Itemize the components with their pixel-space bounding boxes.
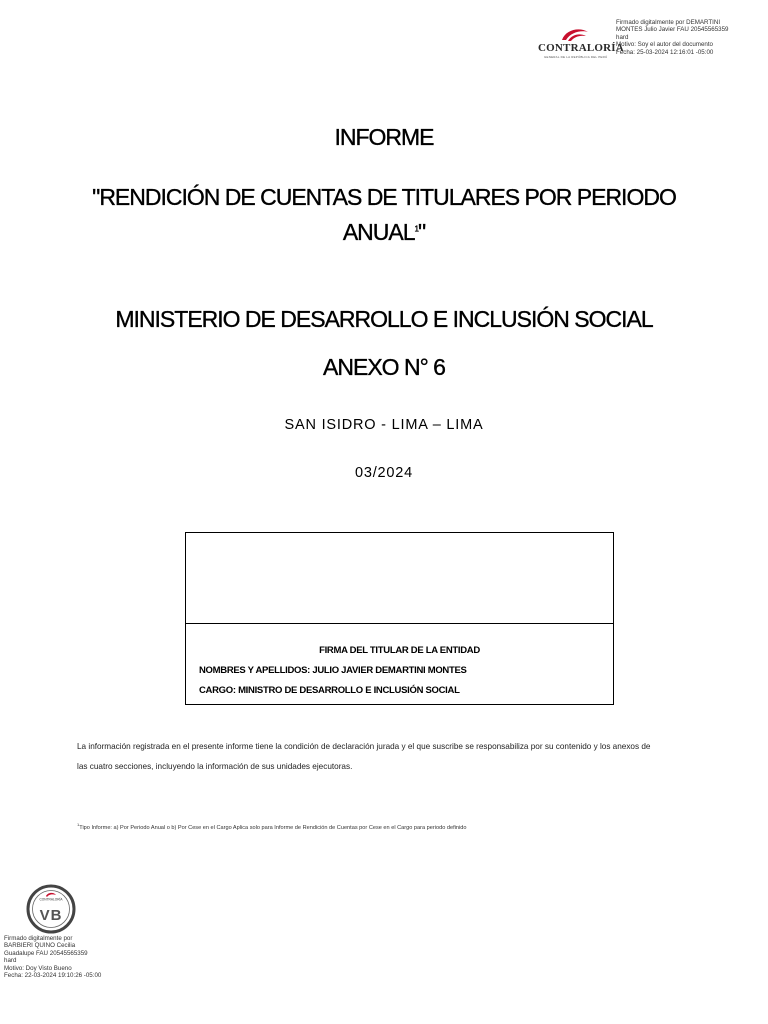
- signature-box: [185, 532, 614, 705]
- bottom-signature-line: Firmado digitalmente por: [4, 935, 73, 942]
- anexo-number: ANEXO N° 6: [323, 354, 445, 380]
- bottom-signature-line: Motivo: Doy Visto Bueno: [4, 964, 72, 972]
- report-title-anual: ANUAL: [342, 219, 415, 245]
- report-date: 03/2024: [354, 465, 413, 481]
- top-signature-line: Motivo: Soy el autor del documento: [616, 41, 713, 49]
- logo-subtitle: GENERAL DE LA REPÚBLICA DEL PERÚ: [544, 55, 608, 59]
- declaration-line: La información registrada en el presente informe tiene la condición de declaración jurada y el que suscribe se responsabiliza por su contenido y los anexos de: [77, 742, 651, 751]
- footnote-number: 1: [77, 822, 80, 827]
- stamp-org: CONTRALORÍA: [39, 897, 63, 902]
- footnote-mark: 1: [414, 224, 418, 234]
- signature-area-divider: [186, 623, 613, 624]
- report-title-line1: "RENDICIÓN DE CUENTAS DE TITULARES POR PERIODO: [92, 184, 676, 210]
- visto-bueno-seal-icon: [26, 884, 76, 934]
- titular-cargo: CARGO: MINISTRO DE DESARROLLO E INCLUSIÓN SOCIAL: [199, 685, 460, 696]
- firma-label: FIRMA DEL TITULAR DE LA ENTIDAD: [319, 645, 480, 656]
- location: SAN ISIDRO - LIMA – LIMA: [284, 417, 484, 433]
- declaration-text: [77, 737, 717, 777]
- top-signature-line: hard: [616, 33, 629, 41]
- ministry-name: MINISTERIO DE DESARROLLO E INCLUSIÓN SOCIAL: [115, 306, 653, 332]
- bottom-signature-line: Guadalupe FAU 20545565359: [4, 949, 88, 957]
- bottom-digital-signature: [4, 935, 134, 979]
- bottom-signature-line: hard: [4, 957, 17, 965]
- informe-heading: INFORME: [334, 124, 434, 150]
- report-title-line2: [0, 219, 768, 246]
- footnote: [77, 822, 466, 831]
- top-signature-line: Firmado digitalmente por DEMARTINI: [616, 19, 721, 26]
- visto-bueno-stamp: [26, 884, 76, 934]
- report-title-quote: ": [417, 219, 426, 245]
- top-digital-signature: [616, 19, 766, 56]
- logo-name: CONTRALORÍA: [538, 42, 624, 54]
- titular-names: NOMBRES Y APELLIDOS: JULIO JAVIER DEMARTINI MONTES: [199, 665, 467, 676]
- top-signature-line: MONTES Julio Javier FAU 20545565359: [616, 26, 729, 34]
- bottom-signature-line: Fecha: 22-03-2024 19:10:26 -05:00: [4, 972, 102, 980]
- stamp-vb: VB: [39, 907, 63, 924]
- top-signature-line: Fecha: 25-03-2024 12:16:01 -05:00: [616, 48, 714, 56]
- bottom-signature-line: BARBIERI QUINO Cecilia: [4, 942, 76, 950]
- declaration-line: las cuatro secciones, incluyendo la información de sus unidades ejecutoras.: [77, 762, 353, 771]
- footnote-text: Tipo Informe: a) Por Periodo Anual o b) Por Cese en el Cargo Aplica solo para Informe de Rendición de Cuentas por Cese en el Cargo para periodo definido: [79, 824, 467, 831]
